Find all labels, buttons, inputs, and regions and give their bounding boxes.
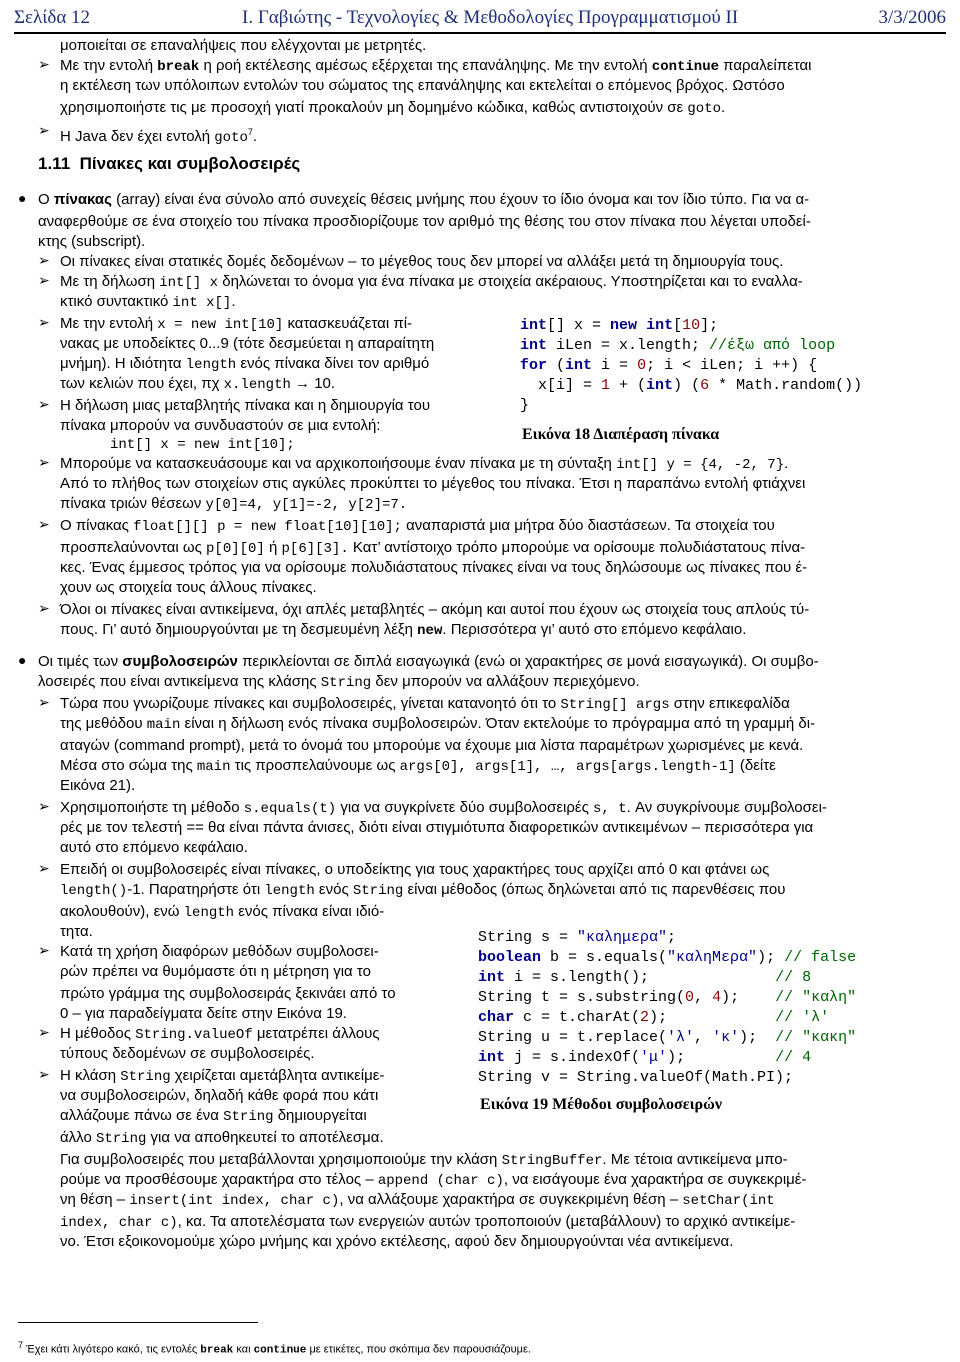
text-line: Τώρα που γνωρίζουμε πίνακες και συμβολοσειρές, γίνεται κατανοητό ότι το String[] args στην επικεφαλίδα <box>60 695 790 713</box>
text-line: Όλοι οι πίνακες είναι αντικείμενα, όχι απλές μεταβλητές – ακόμη και αυτοί που έχουν ως στοιχεία τους απλούς τύ- <box>60 601 810 618</box>
arrow-bullet-icon: ➢ <box>38 516 50 532</box>
code-inline: int[] x = new int[10]; <box>110 437 295 453</box>
code-line: x[i] = 1 + (int) (6 * Math.random()) <box>520 377 863 394</box>
text-line: να συμβολοσειρών, δηλαδή κάθε φορά που κάτι <box>60 1087 379 1104</box>
text-line: 0 – για παραδείγματα δείτε στην Εικόνα 19. <box>60 1005 347 1022</box>
text-line: ακολουθούν), ενώ length ενός πίνακα είναι ιδιό- <box>60 903 385 921</box>
text-line: Μπορούμε να κατασκευάσουμε και να αρχικοποιήσουμε έναν πίνακα με τη σύνταξη int[] y = {4, -2, 7}. <box>60 455 789 473</box>
arrow-bullet-icon: ➢ <box>38 252 50 268</box>
text-line: κες. Ένας έμμεσος τρόπος για να ορίσουμε πολυδιάστατους πίνακες είναι να τους δηλώσουμε ως πίνακες που έ- <box>60 559 808 576</box>
text-line: των κελιών που έχει, πχ x.length → 10. <box>60 375 336 393</box>
text-line: Οι τιμές των συμβολοσειρών περικλείονται σε διπλά εισαγωγικά (ενώ οι χαρακτήρες σε μονά εισαγωγικά). Οι συμβο- <box>38 653 819 670</box>
code-line: String u = t.replace('λ', 'κ'); // "κακη" <box>478 1029 857 1046</box>
text-line: πίνακα τριών θέσεων y[0]=4, y[1]=-2, y[2]=7. <box>60 495 408 513</box>
text-line: Η δήλωση μιας μεταβλητής πίνακα και η δημιουργία του <box>60 397 431 414</box>
bullet-icon: ● <box>18 652 27 668</box>
arrow-bullet-icon: ➢ <box>38 942 50 958</box>
text-line: της μεθόδου main είναι η δήλωση ενός πίνακα συμβολοσειρών. Όταν εκτελούμε το πρόγραμμα από τη γραμμή δι- <box>60 715 816 733</box>
text-line: Εικόνα 21). <box>60 777 136 794</box>
arrow-bullet-icon: ➢ <box>38 122 50 138</box>
code-figure-18 <box>510 308 932 420</box>
text-line: πίνακα μπορούν να συνδυαστούν σε μια εντολή: <box>60 417 381 434</box>
arrow-bullet-icon: ➢ <box>38 314 50 330</box>
text-line: Ο πίνακας (array) είναι ένα σύνολο από συνεχείς θέσεις μνήμης που έχουν το ίδιο όνομα και τον ίδιο τύπο. Για να α- <box>38 191 810 208</box>
text-line: νο. Έτσι εξοικονομούμε χώρο μνήμης και χρόνο εκτέλεσης, αφού δεν δημιουργούνται νέα αντικείμενα. <box>60 1233 734 1250</box>
text-line: άλλο String για να αποθηκευτεί το αποτέλεσμα. <box>60 1129 384 1147</box>
code-figure-19 <box>468 922 942 1088</box>
text-line: χουν ως στοιχεία τους άλλους πίνακες. <box>60 579 317 596</box>
text-line: κτης (subscript). <box>38 233 146 250</box>
text-line: μνήμη). Η ιδιότητα length ενός πίνακα δίνει τον αριθμό <box>60 355 430 373</box>
footnote-divider <box>18 1322 258 1323</box>
text-line: Με την εντολή x = new int[10] κατασκευάζεται πί- <box>60 315 413 333</box>
text-line: προσπελαύνονται ως p[0][0] ή p[6][3]. Κατ’ αντίστοιχο τρόπο μπορούμε να ορίσουμε πολυδιάστατους πίνα- <box>60 539 806 557</box>
text-line: Ο πίνακας float[][] p = new float[10][10]; αναπαριστά μια μήτρα δύο διαστάσεων. Τα στοιχεία του <box>60 517 775 535</box>
figure-caption-18: Εικόνα 18 Διαπέραση πίνακα <box>522 426 720 443</box>
text-line: Μέσα στο σώμα της main τις προσπελαύνουμε ως args[0], args[1], …, args[args.length-1] (δείτε <box>60 757 776 775</box>
text-line: λοσειρές που είναι αντικείμενα της κλάσης String δεν μπορούν να αλλάξουν περιεχόμενο. <box>38 673 640 691</box>
text-line: κτικό συντακτικό int x[]. <box>60 293 236 311</box>
footnote-ref: 7 <box>247 127 253 137</box>
text-line: αναφερθούμε σε ένα στοιχείο του πίνακα προσδιορίζουμε τον αριθμό της θέσης του στον πίνακα που λέγεται υποδεί- <box>38 213 811 230</box>
text-line: νη θέση – insert(int index, char c), να αλλάξουμε χαρακτήρα σε συγκεκριμένη θέση – setChar(int <box>60 1191 775 1209</box>
text-line: Με την εντολή break η ροή εκτέλεσης αμέσως εξέρχεται της επανάληψης. Με την εντολή continue παραλείπεται <box>60 57 812 75</box>
text-line: μοποιείται σε επαναλήψεις που ελέγχονται με μετρητές. <box>60 37 427 54</box>
text-line: ρούμε να προσθέσουμε χαρακτήρα στο τέλος – append (char c), να εισάγουμε ένα χαρακτήρα σε συγκεκριμέ- <box>60 1171 807 1189</box>
text-line: length()-1. Παρατηρήστε ότι length ενός String είναι μέθοδος (όπως δηλώνεται από τις παρενθέσεις που <box>60 881 786 899</box>
footnote: $^7$ Έχει κάτι λιγότερο κακό, τις εντολές break και continue με ετικέτες, που σκόπιμα δεν παρουσιάζουμε. <box>18 1340 531 1357</box>
code-line: int iLen = x.length; //έξω από loop <box>520 337 836 354</box>
text-line: πους. Γι’ αυτό δημιουργούνται με τη δεσμευμένη λέξη new. Περισσότερα γι’ αυτό στο επόμενο κεφάλαιο. <box>60 621 747 639</box>
text-line: Η κλάση String χειρίζεται αμετάβλητα αντικείμε- <box>60 1067 385 1085</box>
section-heading: 1.11 Πίνακες και συμβολοσειρές <box>38 154 301 173</box>
code-line: } <box>520 397 530 414</box>
text-line: Κατά τη χρήση διαφόρων μεθόδων συμβολοσει- <box>60 943 379 960</box>
text-line: ρών πρέπει να θυμόμαστε ότι η μέτρηση για το <box>60 963 371 980</box>
text-line: αυτό στο επόμενο κεφάλαιο. <box>60 839 248 856</box>
text-line: η εκτέλεση των υπόλοιπων εντολών του σώματος της επανάληψης και εκτελείται ο επόμενος βρόχος. Ωστόσο <box>60 77 785 94</box>
code-line: int[] x = new int[10]; <box>520 317 719 334</box>
code-line: String t = s.substring(0, 4); // "καλη" <box>478 989 857 1006</box>
bullet-icon: ● <box>18 190 27 206</box>
text-line: ρές με τον τελεστή == θα είναι πάντα άνισες, διότι είναι στιγμιότυπα διαφορετικών αντικειμένων – περισσότερα για <box>60 819 814 836</box>
text-line: Για συμβολοσειρές που μεταβάλλονται χρησιμοποιούμε την κλάση StringBuffer. Με τέτοια αντικείμενα μπο- <box>60 1151 788 1169</box>
page-header <box>14 4 946 34</box>
code-line: boolean b = s.equals("καληΜερα"); // false <box>478 949 857 966</box>
text-line: χρησιμοποιήστε τις με προσοχή γιατί προκαλούν μη δομημένο κώδικα, καθώς αντιστοιχούν σε goto. <box>60 99 726 117</box>
arrow-bullet-icon: ➢ <box>38 694 50 710</box>
text-line: αλλάζουμε πάνω σε ένα String δημιουργείται <box>60 1107 367 1125</box>
figure-caption-19: Εικόνα 19 Μέθοδοι συμβολοσειρών <box>480 1096 722 1113</box>
arrow-bullet-icon: ➢ <box>38 600 50 616</box>
text-line: Επειδή οι συμβολοσειρές είναι πίνακες, ο υποδείκτης για τους χαρακτήρες τους αρχίζει από 0 και φτάνει ως <box>60 861 770 878</box>
text-line: τητα. <box>60 923 93 940</box>
code-line: String s = "καλημερα"; <box>478 929 677 946</box>
arrow-bullet-icon: ➢ <box>38 798 50 814</box>
arrow-bullet-icon: ➢ <box>38 454 50 470</box>
text-line: Η μέθοδος String.valueOf μετατρέπει άλλους <box>60 1025 380 1043</box>
code-line: int i = s.length(); // 8 <box>478 969 812 986</box>
text-line: τύπους δεδομένων σε συμβολοσειρές. <box>60 1045 315 1062</box>
arrow-bullet-icon: ➢ <box>38 1024 50 1040</box>
header-date: 3/3/2006 <box>878 7 946 28</box>
code-line: char c = t.charAt(2); // 'λ' <box>478 1009 830 1026</box>
text-line: Από το πλήθος των στοιχείων στις αγκύλες προκύπτει το μέγεθος του πίνακα. Έτσι η παραπάνω εντολή φτιάχνει <box>60 475 806 492</box>
code-line: for (int i = 0; i < iLen; i ++) { <box>520 357 818 374</box>
text-line: Χρησιμοποιήστε τη μέθοδο s.equals(t) για να συγκρίνετε δύο συμβολοσειρές s, t. Αν συγκρίνουμε συμβολοσει- <box>60 799 827 817</box>
text-line: αταγών (command prompt), μετά το όνομά του μπορούμε να έχουμε μια λίστα παραμέτρων χωρισμένες με κενά. <box>60 737 804 754</box>
course-title: Ι. Γαβιώτης - Τεχνολογίες & Μεθοδολογίες Προγραμματισμού ΙΙ <box>242 7 739 28</box>
text-line: Με τη δήλωση int[] x δηλώνεται το όνομα για ένα πίνακα με στοιχεία ακέραιους. Υποστηρίζεται και το εναλλα- <box>60 273 803 291</box>
arrow-bullet-icon: ➢ <box>38 860 50 876</box>
code-line: int j = s.indexOf('μ'); // 4 <box>478 1049 812 1066</box>
code-line: String v = String.valueOf(Math.PI); <box>478 1069 794 1086</box>
arrow-bullet-icon: ➢ <box>38 1066 50 1082</box>
text-line: πρώτο γράμμα της συμβολοσειράς ξεκινάει από το <box>60 985 396 1002</box>
arrow-bullet-icon: ➢ <box>38 272 50 288</box>
arrow-bullet-icon: ➢ <box>38 56 50 72</box>
arrow-bullet-icon: ➢ <box>38 396 50 412</box>
page-number: Σελίδα 12 <box>14 7 91 28</box>
text-line: νακας με υποδείκτες 0...9 (τότε δεσμεύεται η απαραίτητη <box>60 335 435 352</box>
text-line: Η Java δεν έχει εντολή goto$^7$. <box>60 127 258 146</box>
text-line: Οι πίνακες είναι στατικές δομές δεδομένων – το μέγεθος τους δεν μπορεί να αλλάξει μετά τη δημιουργία τους. <box>60 253 784 270</box>
text-line: index, char c), κα. Τα αποτελέσματα των ενεργειών αυτών τροποποιούν (μεταβάλλουν) το αρχικό αντικείμε- <box>60 1213 796 1231</box>
